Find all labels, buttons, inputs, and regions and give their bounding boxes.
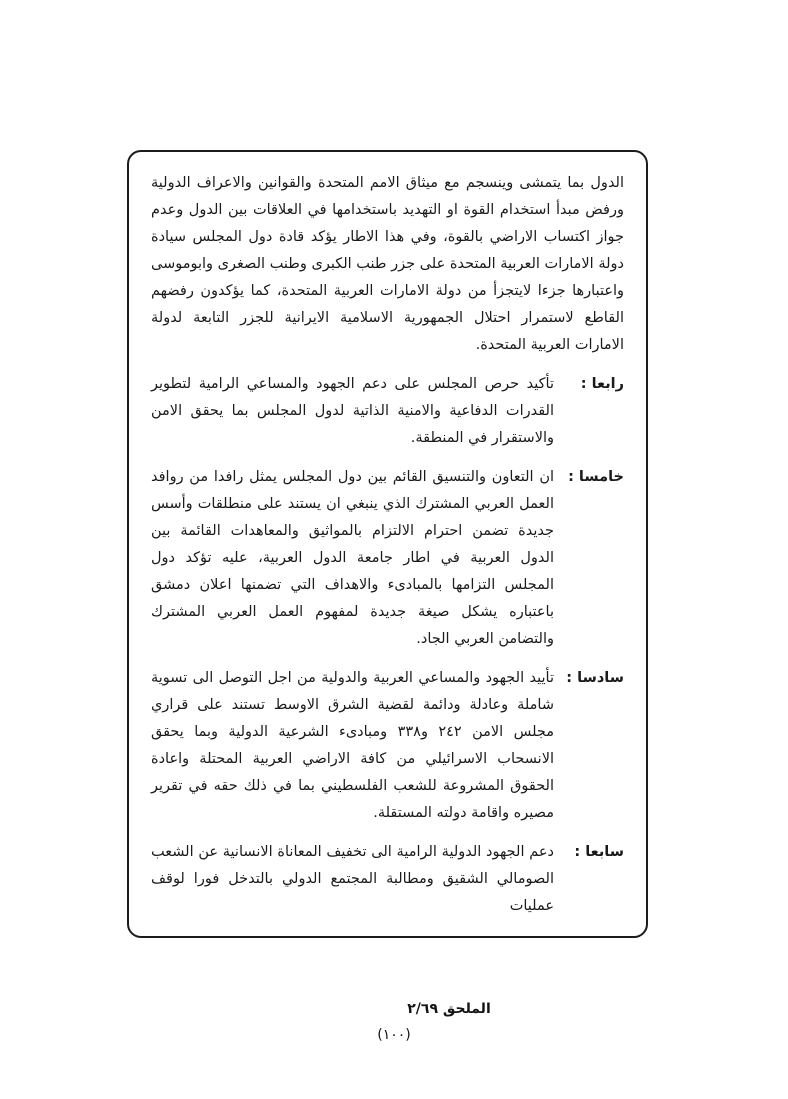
clause-fifth-text: ان التعاون والتنسيق القائم بين دول المجلس يمثل رافدا من روافد العمل العربي المشترك الذي ينبغي ان يستند على منطلقات وأسس جديدة تضمن احترام الالتزام بالمواثيق والمعاهدات القائمة بين الدول العربية في اطار جامعة الدول العربية، عليه تؤكد دول المجلس التزامها بالمبادىء والاهداف التي تضمنها اعلان دمشق باعتباره يشكل صيغة جديدة لمفهوم العمل العربي المشترك والتضامن العربي الجاد. (151, 469, 554, 647)
clause-seventh (151, 839, 624, 920)
intro-paragraph: الدول بما يتمشى وينسجم مع ميثاق الامم المتحدة والقوانين والاعراف الدولية ورفض مبدأ استخدام القوة او التهديد باستخدامها في العلاقات بين الدول وعدم جواز اكتساب الاراضي بالقوة، وفي هذا الاطار يؤكد قادة دول المجلس سيادة دولة الامارات العربية المتحدة على جزر طنب الكبرى وطنب الصغرى وابوموسى واعتبارها جزءا لايتجزأ من دولة الامارات العربية المتحدة، كما يؤكدون رفضهم القاطع لاستمرار احتلال الجمهورية الاسلامية الايرانية للجزر التابعة لدولة الامارات العربية المتحدة. (151, 175, 624, 353)
clause-sixth-label: سادسا : (566, 670, 624, 686)
clause-seventh-label: سابعا : (574, 844, 624, 860)
clause-fourth (151, 371, 624, 452)
clause-fifth (151, 464, 624, 653)
clause-fifth-label: خامسا : (568, 469, 624, 485)
clause-seventh-text: دعم الجهود الدولية الرامية الى تخفيف المعاناة الانسانية عن الشعب الصومالي الشقيق ومطالبة المجتمع الدولي بالتدخل فورا لوقف عمليات (151, 844, 554, 914)
clause-sixth (151, 665, 624, 827)
clause-sixth-text: تأييد الجهود والمساعي العربية والدولية من اجل التوصل الى تسوية شاملة وعادلة ودائمة لقضية الشرق الاوسط تستند على قراري مجلس الامن ٢٤٢ و٣٣٨ ومبادىء الشرعية الدولية وبما يحقق الانسحاب الاسرائيلي من كافة الاراضي العربية المحتلة واعادة الحقوق المشروعة للشعب الفلسطيني بما في ذلك حقه في تقرير مصيره واقامة دولته المستقلة. (151, 670, 554, 821)
clause-fourth-label: رابعا : (580, 376, 624, 392)
page-number: (١٠٠) (377, 1027, 411, 1043)
annex-reference: الملحق ٢/٦٩ (407, 1001, 491, 1017)
clause-fourth-text: تأكيد حرص المجلس على دعم الجهود والمساعي الرامية لتطوير القدرات الدفاعية والامنية الذاتية لدول المجلس بما يحقق الامن والاستقرار في المنطقة. (151, 376, 554, 446)
document-border-frame (127, 150, 648, 938)
